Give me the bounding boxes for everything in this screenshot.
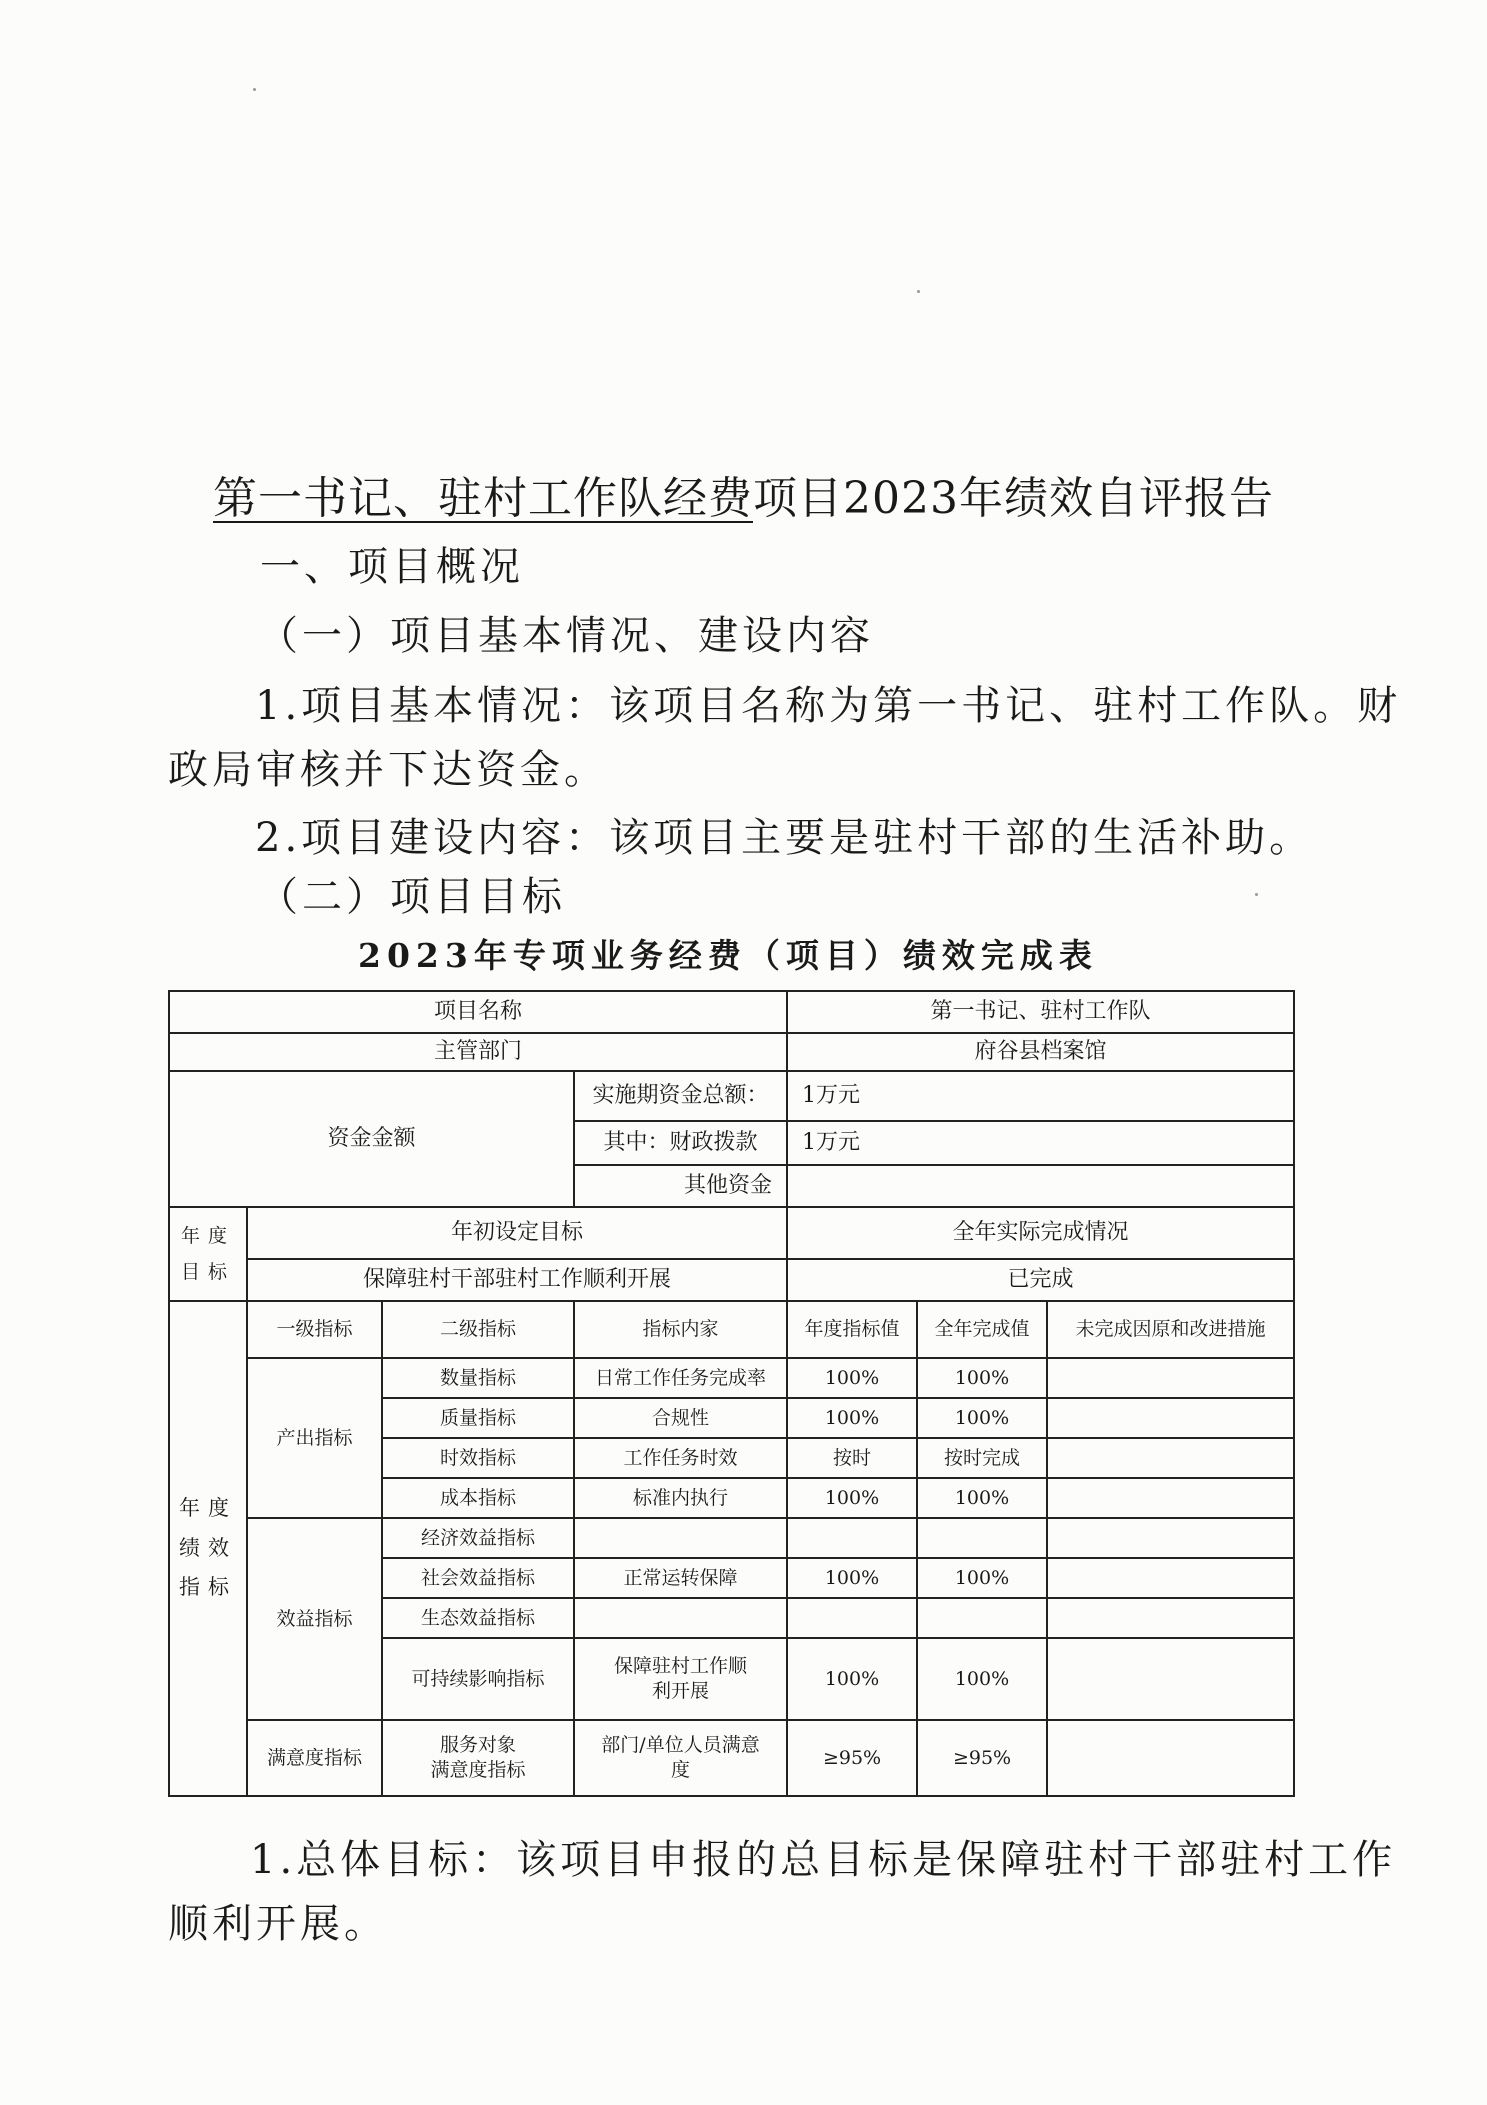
funds-fiscal-label: 其中：财政拨款	[574, 1121, 787, 1165]
funds-total-value: 1万元	[787, 1071, 1294, 1121]
subsection-heading-project-goal: （二）项目目标	[258, 874, 566, 920]
page-title-underlined: 第一书记、驻村工作队经费	[213, 473, 753, 524]
scan-speck	[917, 290, 920, 293]
row-note	[1047, 1398, 1294, 1438]
row-note	[1047, 1438, 1294, 1478]
page-title-rest: 项目2023年绩效自评报告	[753, 473, 1274, 524]
row-l2: 时效指标	[382, 1438, 574, 1478]
funds-total-label: 实施期资金总额：	[574, 1071, 787, 1121]
funds-other-label: 其他资金	[574, 1165, 787, 1207]
row-l2: 服务对象 满意度指标	[382, 1720, 574, 1796]
row-note	[1047, 1518, 1294, 1558]
goal-set-value: 保障驻村干部驻村工作顺利开展	[247, 1259, 787, 1301]
row-content: 部门/单位人员满意 度	[574, 1720, 787, 1796]
department-label: 主管部门	[169, 1033, 787, 1071]
level1-satisfaction: 满意度指标	[247, 1720, 382, 1796]
row-actual: 100%	[917, 1558, 1047, 1598]
header-actual: 全年完成值	[917, 1301, 1047, 1358]
row-actual	[917, 1518, 1047, 1558]
row-l2: 生态效益指标	[382, 1598, 574, 1638]
goal-actual-header: 全年实际完成情况	[787, 1207, 1294, 1259]
row-target: 100%	[787, 1398, 917, 1438]
paragraph-overall-goal-line1: 1.总体目标：该项目申报的总目标是保障驻村干部驻村工作	[250, 1837, 1397, 1883]
section-heading-overview: 一、项目概况	[260, 544, 524, 590]
row-content: 正常运转保障	[574, 1558, 787, 1598]
row-target	[787, 1598, 917, 1638]
indicators-label: 年度 绩效 指标	[169, 1301, 247, 1796]
row-actual: ≥95%	[917, 1720, 1047, 1796]
level1-benefit: 效益指标	[247, 1518, 382, 1720]
row-target: 100%	[787, 1478, 917, 1518]
row-note	[1047, 1558, 1294, 1598]
paragraph-construction-content: 2.项目建设内容：该项目主要是驻村干部的生活补助。	[255, 815, 1314, 861]
header-note: 未完成因原和改进措施	[1047, 1301, 1294, 1358]
row-l2: 数量指标	[382, 1358, 574, 1398]
performance-table	[168, 990, 1295, 1797]
subsection-heading-basic-info: （一）项目基本情况、建设内容	[258, 613, 874, 659]
row-actual: 100%	[917, 1478, 1047, 1518]
row-target: ≥95%	[787, 1720, 917, 1796]
paragraph-overall-goal-line2: 顺利开展。	[168, 1901, 388, 1947]
row-content: 合规性	[574, 1398, 787, 1438]
level1-output: 产出指标	[247, 1358, 382, 1518]
row-target	[787, 1518, 917, 1558]
department-value: 府谷县档案馆	[787, 1033, 1294, 1071]
table-title: 2023年专项业务经费（项目）绩效完成表	[358, 936, 1098, 975]
funds-label: 资金金额	[169, 1071, 574, 1207]
row-note	[1047, 1478, 1294, 1518]
row-content: 保障驻村工作顺 利开展	[574, 1638, 787, 1720]
funds-other-value	[787, 1165, 1294, 1207]
scan-speck	[1255, 893, 1258, 896]
paragraph-basic-info-line2: 政局审核并下达资金。	[168, 747, 608, 793]
row-actual: 100%	[917, 1358, 1047, 1398]
row-actual	[917, 1598, 1047, 1638]
row-note	[1047, 1720, 1294, 1796]
row-l2: 社会效益指标	[382, 1558, 574, 1598]
row-target: 100%	[787, 1358, 917, 1398]
row-note	[1047, 1638, 1294, 1720]
row-actual: 100%	[917, 1638, 1047, 1720]
row-l2: 经济效益指标	[382, 1518, 574, 1558]
header-target: 年度指标值	[787, 1301, 917, 1358]
page-title	[213, 462, 1274, 526]
row-l2: 质量指标	[382, 1398, 574, 1438]
row-content	[574, 1518, 787, 1558]
row-content: 工作任务时效	[574, 1438, 787, 1478]
paragraph-basic-info-line1: 1.项目基本情况：该项目名称为第一书记、驻村工作队。财	[255, 683, 1402, 729]
goal-set-header: 年初设定目标	[247, 1207, 787, 1259]
project-name-label: 项目名称	[169, 991, 787, 1033]
row-target: 100%	[787, 1638, 917, 1720]
row-actual: 按时完成	[917, 1438, 1047, 1478]
row-note	[1047, 1358, 1294, 1398]
row-note	[1047, 1598, 1294, 1638]
header-content: 指标内家	[574, 1301, 787, 1358]
annual-goal-label: 年度 目标	[169, 1207, 247, 1301]
row-content	[574, 1598, 787, 1638]
row-target: 按时	[787, 1438, 917, 1478]
row-l2: 成本指标	[382, 1478, 574, 1518]
row-l2: 可持续影响指标	[382, 1638, 574, 1720]
goal-actual-value: 已完成	[787, 1259, 1294, 1301]
header-level2: 二级指标	[382, 1301, 574, 1358]
funds-fiscal-value: 1万元	[787, 1121, 1294, 1165]
row-actual: 100%	[917, 1398, 1047, 1438]
scan-speck	[253, 88, 256, 91]
row-target: 100%	[787, 1558, 917, 1598]
row-content: 日常工作任务完成率	[574, 1358, 787, 1398]
row-content: 标准内执行	[574, 1478, 787, 1518]
project-name-value: 第一书记、驻村工作队	[787, 991, 1294, 1033]
header-level1: 一级指标	[247, 1301, 382, 1358]
